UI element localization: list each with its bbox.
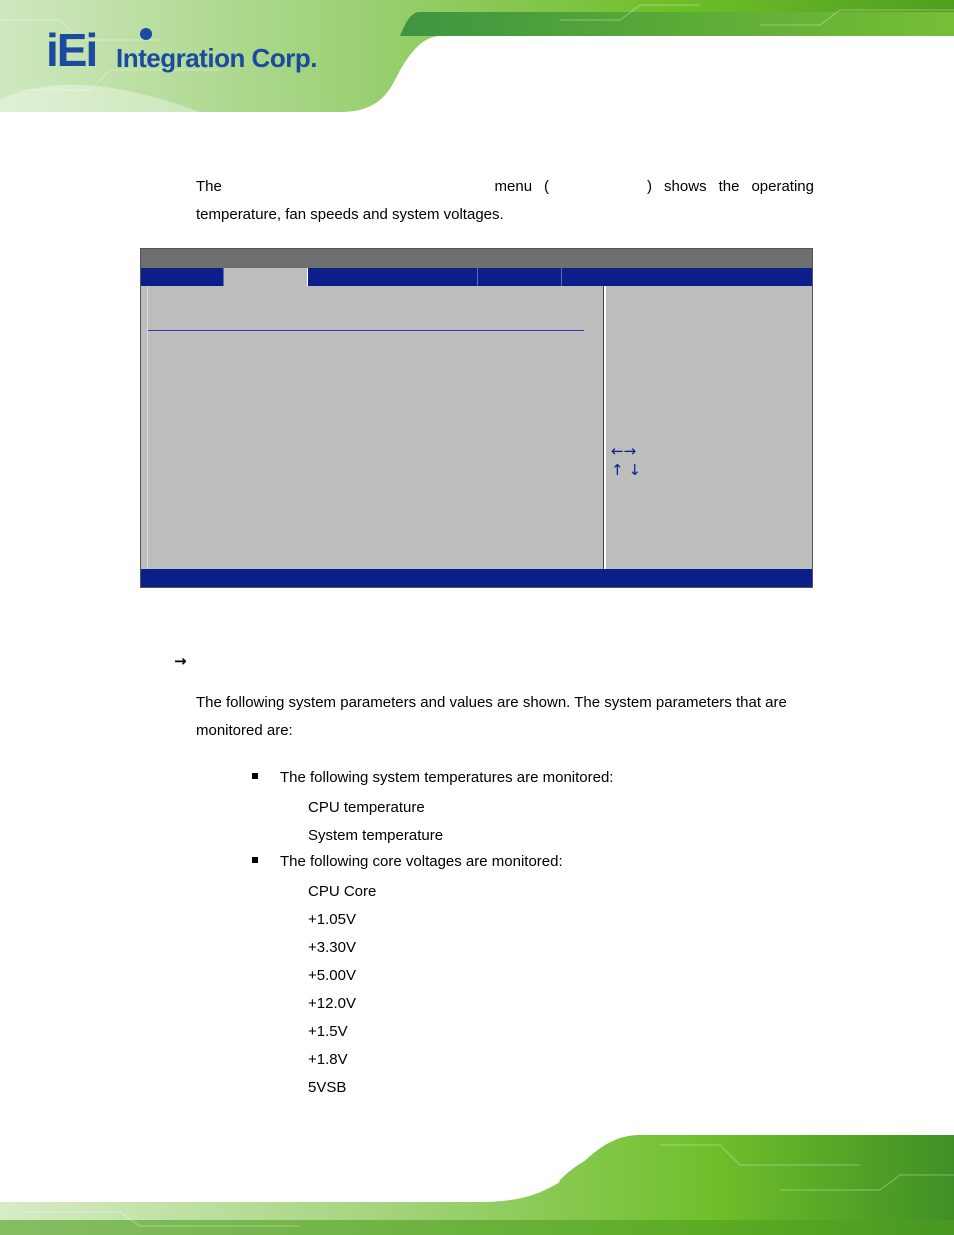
bios-navigation-keys <box>611 442 641 480</box>
bios-screen <box>140 248 813 588</box>
bios-tab[interactable] <box>141 268 224 286</box>
logo-brand: iEi <box>46 24 97 76</box>
list-item: +1.05V <box>308 911 356 928</box>
list-item: +1.8V <box>308 1051 348 1068</box>
logo-tagline: Integration Corp. <box>116 43 317 73</box>
bios-main-separator <box>148 330 584 331</box>
logo-dot-icon <box>140 28 152 40</box>
intro-line-2: temperature, fan speeds and system voltages. <box>196 206 504 223</box>
bullet-square-icon <box>252 857 258 863</box>
intro-line-1: The menu ( ) shows the operating <box>196 178 814 195</box>
bios-status-bar <box>141 569 812 587</box>
list-item: +3.30V <box>308 939 356 956</box>
bullet-temperatures: The following system temperatures are monitored: <box>280 769 614 786</box>
intro-paragraph <box>196 173 814 229</box>
list-item: CPU Core <box>308 883 377 900</box>
bios-title-bar <box>141 249 812 268</box>
arrow-right-icon: → <box>174 652 187 670</box>
bullet-voltages: The following core voltages are monitored: <box>280 853 563 870</box>
list-item: System temperature <box>308 827 444 844</box>
bios-help-panel <box>606 286 812 569</box>
up-down-arrow-icon: ↑ ↓ <box>611 461 641 479</box>
bios-tab[interactable] <box>308 268 478 286</box>
list-item: +5.00V <box>308 967 356 984</box>
list-item: CPU temperature <box>308 799 425 816</box>
section-description: The following system parameters and values are shown. The system parameters that are monitored are: <box>196 694 787 739</box>
list-item: 5VSB <box>308 1079 347 1096</box>
bios-main-panel <box>141 286 603 569</box>
bios-left-edge <box>147 286 148 569</box>
list-item: +1.5V <box>308 1023 348 1040</box>
bullet-square-icon <box>252 773 258 779</box>
list-item: +12.0V <box>308 995 356 1012</box>
footer-banner <box>0 1130 954 1235</box>
bios-tab-selected[interactable] <box>224 268 308 286</box>
bios-menu-bar <box>141 268 812 286</box>
bios-tab[interactable] <box>478 268 562 286</box>
left-right-arrow-icon: ←→ <box>611 442 637 460</box>
